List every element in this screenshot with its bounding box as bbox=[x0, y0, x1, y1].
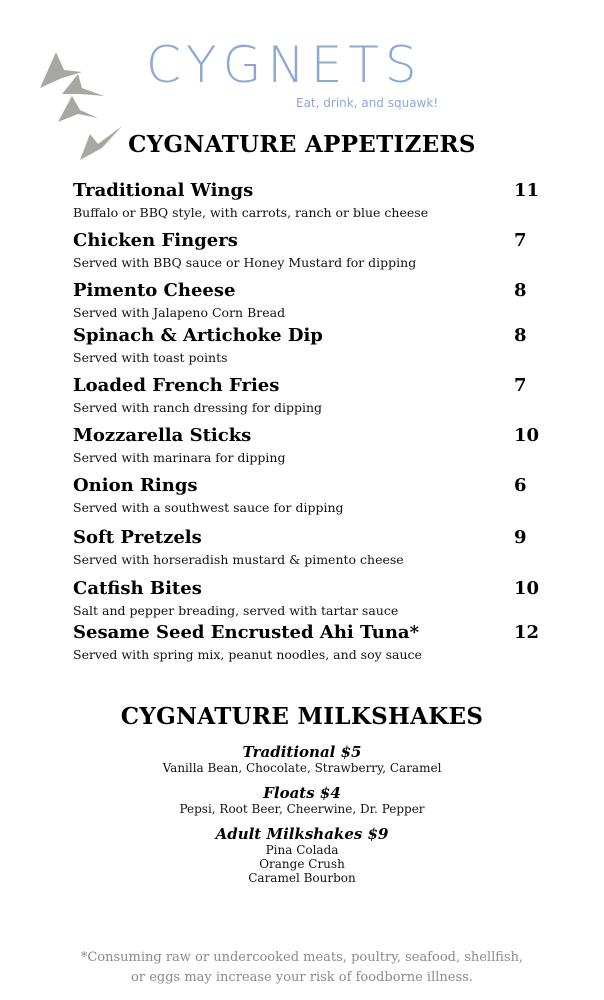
milkshake-flavor: Caramel Bourbon bbox=[248, 871, 356, 885]
menu-item bbox=[73, 180, 543, 224]
item-name: Soft Pretzels bbox=[73, 527, 202, 548]
milkshake-heading: Adult Milkshakes $9 bbox=[215, 825, 389, 843]
menu-item bbox=[73, 280, 543, 324]
item-price: 9 bbox=[514, 527, 527, 548]
item-name: Sesame Seed Encrusted Ahi Tuna* bbox=[73, 622, 420, 643]
menu-item bbox=[73, 578, 543, 622]
item-description: Served with toast points bbox=[73, 350, 228, 365]
menu-item bbox=[73, 375, 543, 419]
item-price: 8 bbox=[514, 280, 527, 301]
item-price: 10 bbox=[514, 578, 540, 599]
menu-item bbox=[73, 527, 543, 571]
health-disclaimer bbox=[0, 948, 604, 988]
item-name: Traditional Wings bbox=[73, 180, 254, 201]
menu-item bbox=[73, 325, 543, 369]
item-name: Loaded French Fries bbox=[73, 375, 280, 396]
milkshake-heading: Floats $4 bbox=[263, 784, 341, 802]
item-description: Served with BBQ sauce or Honey Mustard for dipping bbox=[73, 255, 417, 270]
item-description: Served with Jalapeno Corn Bread bbox=[73, 305, 286, 320]
item-description: Served with horseradish mustard & pimento cheese bbox=[73, 552, 404, 567]
item-name: Pimento Cheese bbox=[73, 280, 236, 301]
item-description: Served with ranch dressing for dipping bbox=[73, 400, 322, 415]
milkshake-list bbox=[0, 744, 604, 895]
item-description: Salt and pepper breading, served with tartar sauce bbox=[73, 603, 399, 618]
item-price: 7 bbox=[514, 375, 527, 396]
menu-item bbox=[73, 425, 543, 469]
item-description: Served with a southwest sauce for dipping bbox=[73, 500, 344, 515]
item-price: 7 bbox=[514, 230, 527, 251]
milkshake-flavors: Vanilla Bean, Chocolate, Strawberry, Caramel bbox=[162, 761, 442, 775]
item-price: 10 bbox=[514, 425, 540, 446]
item-price: 6 bbox=[514, 475, 527, 496]
menu-item bbox=[73, 622, 543, 666]
menu-item bbox=[73, 475, 543, 519]
milkshake-flavors: Pepsi, Root Beer, Cheerwine, Dr. Pepper bbox=[179, 802, 425, 816]
milkshake-heading: Traditional $5 bbox=[242, 743, 362, 761]
disclaimer-line: *Consuming raw or undercooked meats, poultry, seafood, shellfish, bbox=[80, 950, 524, 965]
milkshake-flavor: Pina Colada bbox=[265, 843, 339, 857]
item-name: Chicken Fingers bbox=[73, 230, 238, 251]
disclaimer-line: or eggs may increase your risk of foodborne illness. bbox=[131, 970, 473, 985]
item-name: Onion Rings bbox=[73, 475, 198, 496]
logo-tagline: Eat, drink, and squawk! bbox=[296, 96, 439, 110]
milkshake-group bbox=[0, 744, 604, 775]
milkshake-group bbox=[0, 785, 604, 816]
logo-wordmark: CYGNETS bbox=[146, 36, 423, 94]
item-name: Mozzarella Sticks bbox=[73, 425, 252, 446]
item-name: Spinach & Artichoke Dip bbox=[73, 325, 323, 346]
appetizers-title: CYGNATURE APPETIZERS bbox=[128, 131, 476, 158]
item-description: Served with spring mix, peanut noodles, and soy sauce bbox=[73, 647, 422, 662]
item-description: Served with marinara for dipping bbox=[73, 450, 286, 465]
menu-item bbox=[73, 230, 543, 274]
item-price: 12 bbox=[514, 622, 540, 643]
item-price: 11 bbox=[514, 180, 540, 201]
milkshake-flavor: Orange Crush bbox=[259, 857, 345, 871]
item-price: 8 bbox=[514, 325, 527, 346]
item-description: Buffalo or BBQ style, with carrots, ranch or blue cheese bbox=[73, 205, 429, 220]
milkshake-group bbox=[0, 826, 604, 885]
milkshakes-title: CYGNATURE MILKSHAKES bbox=[120, 703, 484, 730]
item-name: Catfish Bites bbox=[73, 578, 202, 599]
